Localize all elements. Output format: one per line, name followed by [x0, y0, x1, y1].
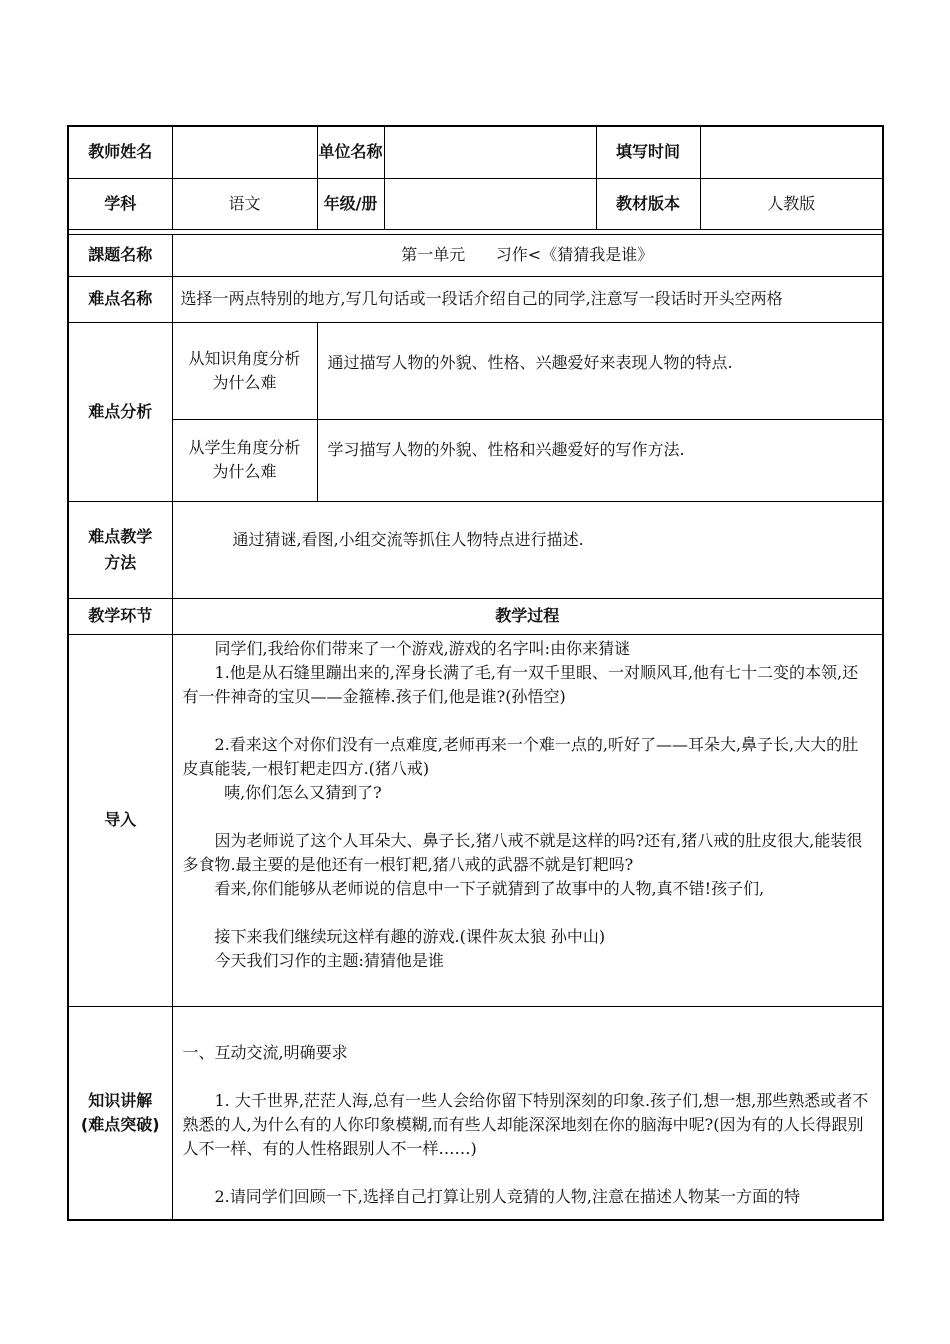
topic-value: 第一单元 习作<《猜猜我是谁》 [172, 234, 883, 276]
teacher-name-label: 教师姓名 [68, 126, 172, 178]
knowledge-row [68, 1006, 883, 1220]
method-label: 难点教学方法 [68, 501, 172, 598]
intro-paragraph: 看来,你们能够从老师说的信息中一下子就猜到了故事中的人物,真不错!孩子们, [214, 878, 765, 898]
difficulty-label: 难点名称 [68, 276, 172, 322]
lesson-plan-page [67, 125, 882, 1221]
knowledge-angle-label: 从知识角度分析为什么难 [172, 322, 317, 419]
intro-riddle-1: 1.他是从石缝里蹦出来的,浑身长满了毛,有一双千里眼、一对顺风耳,他有七十二变的本领,还有一件神奇的宝贝——金箍棒.孩子们,他是谁?(孙悟空) [182, 662, 859, 706]
header-row-1 [68, 126, 883, 178]
edition-value: 人教版 [700, 178, 883, 229]
knowledge-label: 知识讲解(难点突破) [68, 1006, 172, 1220]
analysis-row-2 [68, 419, 883, 501]
knowledge-heading: 一、互动交流,明确要求 [182, 1042, 348, 1062]
knowledge-paragraph: 1. 大千世界,茫茫人海,总有一些人会给你留下特别深刻的印象.孩子们,想一想,那些熟悉或者不熟悉的人,为什么有的人你印象模糊,而有些人却能深深地刻在你的脑海中呢?(因为有的人长得跟别人不一样、有的人性格跟别人不一样……) [182, 1090, 869, 1158]
intro-content [172, 634, 883, 1006]
process-header: 教学过程 [172, 598, 883, 634]
intro-paragraph: 因为老师说了这个人耳朵大、鼻子长,猪八戒不就是这样的吗?还有,猪八戒的肚皮很大,能装很多食物.最主要的是他还有一根钉耙,猪八戒的武器不就是钉耙吗? [182, 830, 863, 874]
student-angle-label: 从学生角度分析为什么难 [172, 419, 317, 501]
knowledge-angle-value: 通过描写人物的外貌、性格、兴趣爱好来表现人物的特点. [317, 322, 883, 419]
intro-paragraph: 接下来我们继续玩这样有趣的游戏.(课件灰太狼 孙中山) [214, 926, 606, 946]
difficulty-row [68, 276, 883, 322]
process-header-row [68, 598, 883, 634]
topic-row [68, 234, 883, 276]
intro-label: 导入 [68, 634, 172, 1006]
stage-header: 教学环节 [68, 598, 172, 634]
intro-paragraph: 咦,你们怎么又猜到了? [224, 782, 382, 802]
knowledge-paragraph: 2.请同学们回顾一下,选择自己打算让别人竞猜的人物,注意在描述人物某一方面的特 [214, 1186, 800, 1206]
intro-riddle-2: 2.看来这个对你们没有一点难度,老师再来一个难一点的,听好了——耳朵大,鼻子长,大大的肚皮真能装,一根钉耙走四方.(猪八戒) [182, 734, 859, 778]
header-row-2 [68, 178, 883, 229]
intro-paragraph: 今天我们习作的主题:猜猜他是谁 [214, 950, 444, 970]
student-angle-value: 学习描写人物的外貌、性格和兴趣爱好的写作方法. [317, 419, 883, 501]
unit-name-label: 单位名称 [317, 126, 384, 178]
analysis-row-1 [68, 322, 883, 419]
teacher-name-value [172, 126, 317, 178]
method-value: 通过猜谜,看图,小组交流等抓住人物特点进行描述. [172, 501, 883, 598]
unit-name-value [384, 126, 596, 178]
topic-label: 課题名称 [68, 234, 172, 276]
grade-value [384, 178, 596, 229]
difficulty-value: 选择一两点特别的地方,写几句话或一段话介绍自己的同学,注意写一段话时开头空两格 [172, 276, 883, 322]
subject-value: 语文 [172, 178, 317, 229]
subject-label: 学科 [68, 178, 172, 229]
edition-label: 教材版本 [596, 178, 700, 229]
analysis-label: 难点分析 [68, 322, 172, 501]
fill-date-value [700, 126, 883, 178]
intro-row [68, 634, 883, 1006]
intro-paragraph: 同学们,我给你们带来了一个游戏,游戏的名字叫:由你来猜谜 [214, 638, 631, 658]
grade-label: 年级/册 [317, 178, 384, 229]
fill-date-label: 填写时间 [596, 126, 700, 178]
knowledge-content [172, 1006, 883, 1220]
method-row [68, 501, 883, 598]
lesson-plan-table [67, 125, 884, 1221]
